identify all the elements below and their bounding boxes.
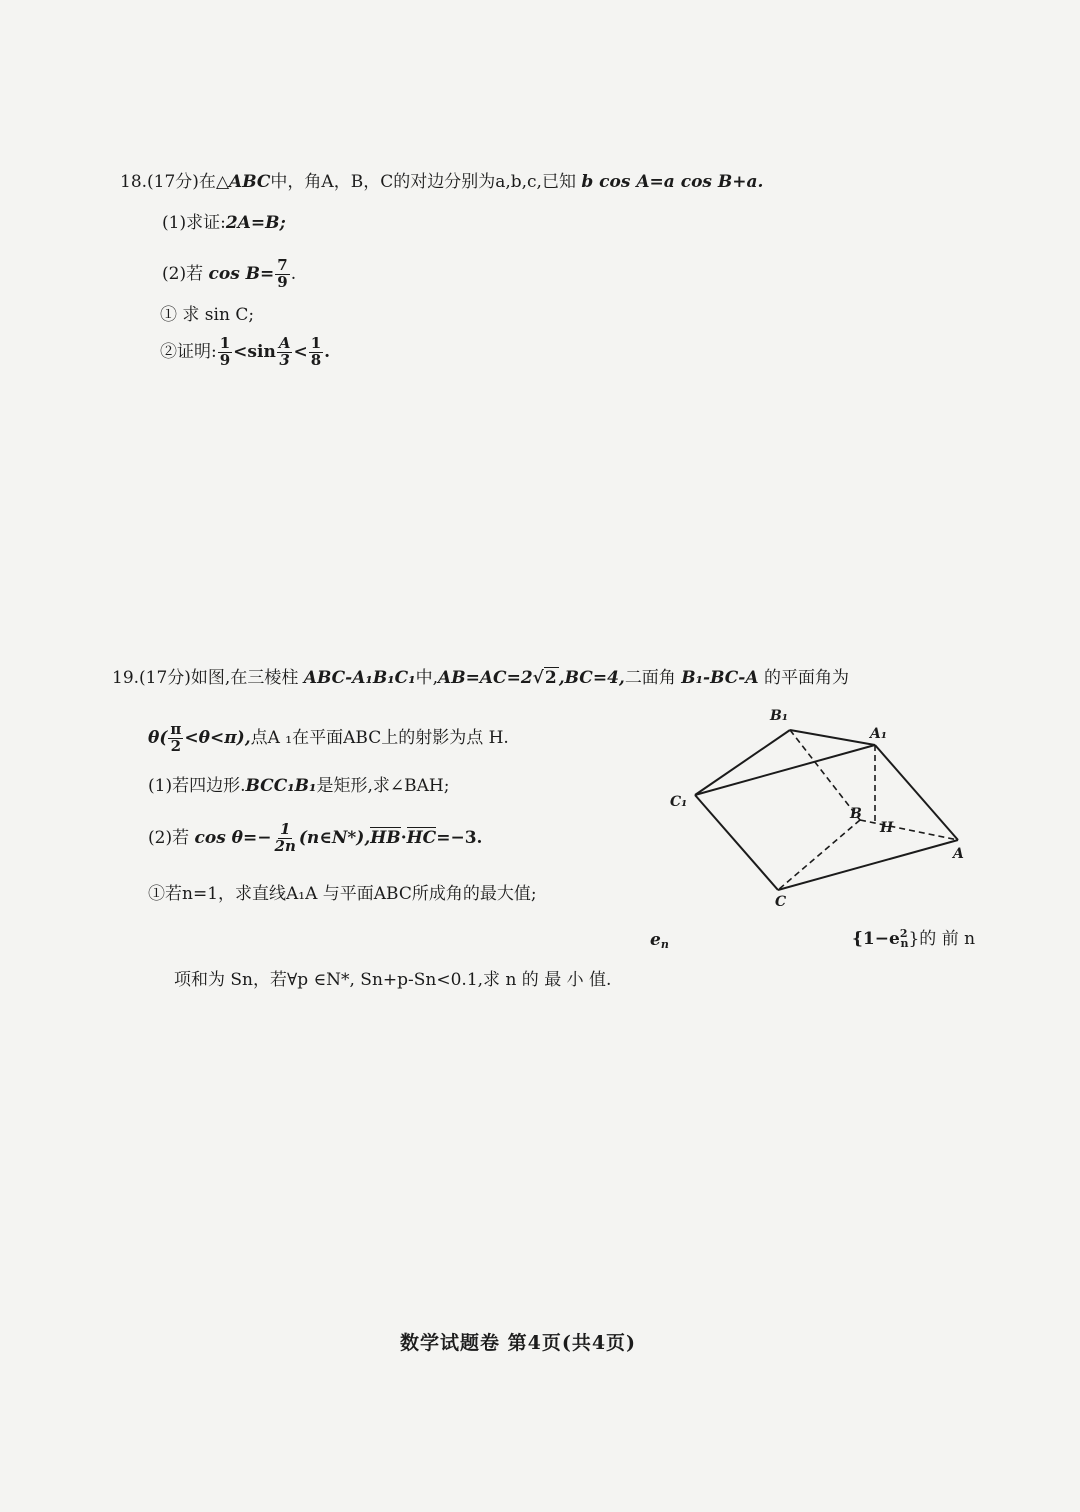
fraction-1-8: $\frac{1}{8}$ <box>310 334 322 369</box>
prism-diagram <box>660 700 980 920</box>
fraction-A-3: $\frac{A}{3}$ <box>278 334 291 369</box>
q19-dihedral: B₁-BC-A <box>681 668 759 688</box>
q18-triangle: △ABC <box>215 172 271 192</box>
label-C: C <box>775 894 787 910</box>
q19-sub1: ①若n=1，求直线A₁A 与平面ABC所成角的最大值; <box>148 884 537 904</box>
q18-line1 <box>120 174 763 191</box>
fraction-pi-2: $\frac{\pi}{2}$ <box>170 720 182 755</box>
sqrt-2: 2 <box>544 668 557 688</box>
label-B: B <box>850 806 862 822</box>
fraction-7-9: $\frac{7}{9}$ <box>277 256 288 291</box>
q19-last-line: 项和为 Sn，若∀p ∈N*, Sn+p-Sn<0.1,求 n 的 最 小 值. <box>174 970 612 990</box>
edge-C1-C <box>695 795 778 890</box>
label-H: H <box>880 820 894 836</box>
q19-part2: (2)若 cos θ=− $\frac{1}{2n}$ (n∈N*),HB·HC=−3. <box>148 820 483 855</box>
q18-intro: 中，角A，B，C的对边分别为a,b,c,已知 <box>270 172 576 192</box>
edge-B1-C1 <box>695 730 790 795</box>
q18-condition: b cos A=a cos B+a. <box>581 172 764 192</box>
edge-C1-A1 <box>695 745 875 795</box>
q18-sub1: ① 求 sin C; <box>160 305 255 325</box>
vector-HB: HB <box>370 827 401 848</box>
q19-number: 19.(17分)如图,在三棱柱 <box>112 668 299 688</box>
q19-line2: θ( $\frac{\pi}{2}$ <θ<π),点A ₁在平面ABC上的射影为点 H. <box>148 720 509 755</box>
label-A: A <box>953 846 964 862</box>
q18-part2: (2)若 cos B= $\frac{7}{9}$ . <box>162 256 297 291</box>
q19-prism: ABC-A₁B₁C₁ <box>303 668 416 688</box>
q19-en: $e_n$ <box>650 930 669 951</box>
q18-sub2: ②证明: $\frac{1}{9}$ <sin $\frac{A}{3}$ < $\frac{1}{8}$ . <box>160 334 331 369</box>
q18-part1-claim: 2A=B; <box>225 213 286 233</box>
edge-C-A <box>778 840 958 890</box>
vector-HC: HC <box>406 827 437 848</box>
q19-part1: (1)若四边形.BCC₁B₁是矩形,求∠BAH; <box>148 776 450 796</box>
label-C1: C₁ <box>670 794 688 810</box>
label-A1: A₁ <box>870 726 887 742</box>
fraction-1-2n: $\frac{1}{2n}$ <box>274 820 296 855</box>
fraction-1-9: $\frac{1}{9}$ <box>219 334 231 369</box>
label-B1: B₁ <box>770 708 788 724</box>
q19-line1: 19.(17分)如图,在三棱柱 ABC-A₁B₁C₁中,AB=AC=2√2 ,BC=4,二面角 B₁-BC-A 的平面角为 <box>112 668 849 688</box>
q19-set-expression: $\{1-e^2_n\}$的 前 n <box>852 927 976 950</box>
page-footer: 数学试题卷 第4页(共4页) <box>400 1332 637 1354</box>
q18-part1: (1)求证:2A=B; <box>162 213 286 233</box>
q18-number: 18.(17分)在 <box>120 172 216 192</box>
edge-B1-A1 <box>790 730 875 745</box>
